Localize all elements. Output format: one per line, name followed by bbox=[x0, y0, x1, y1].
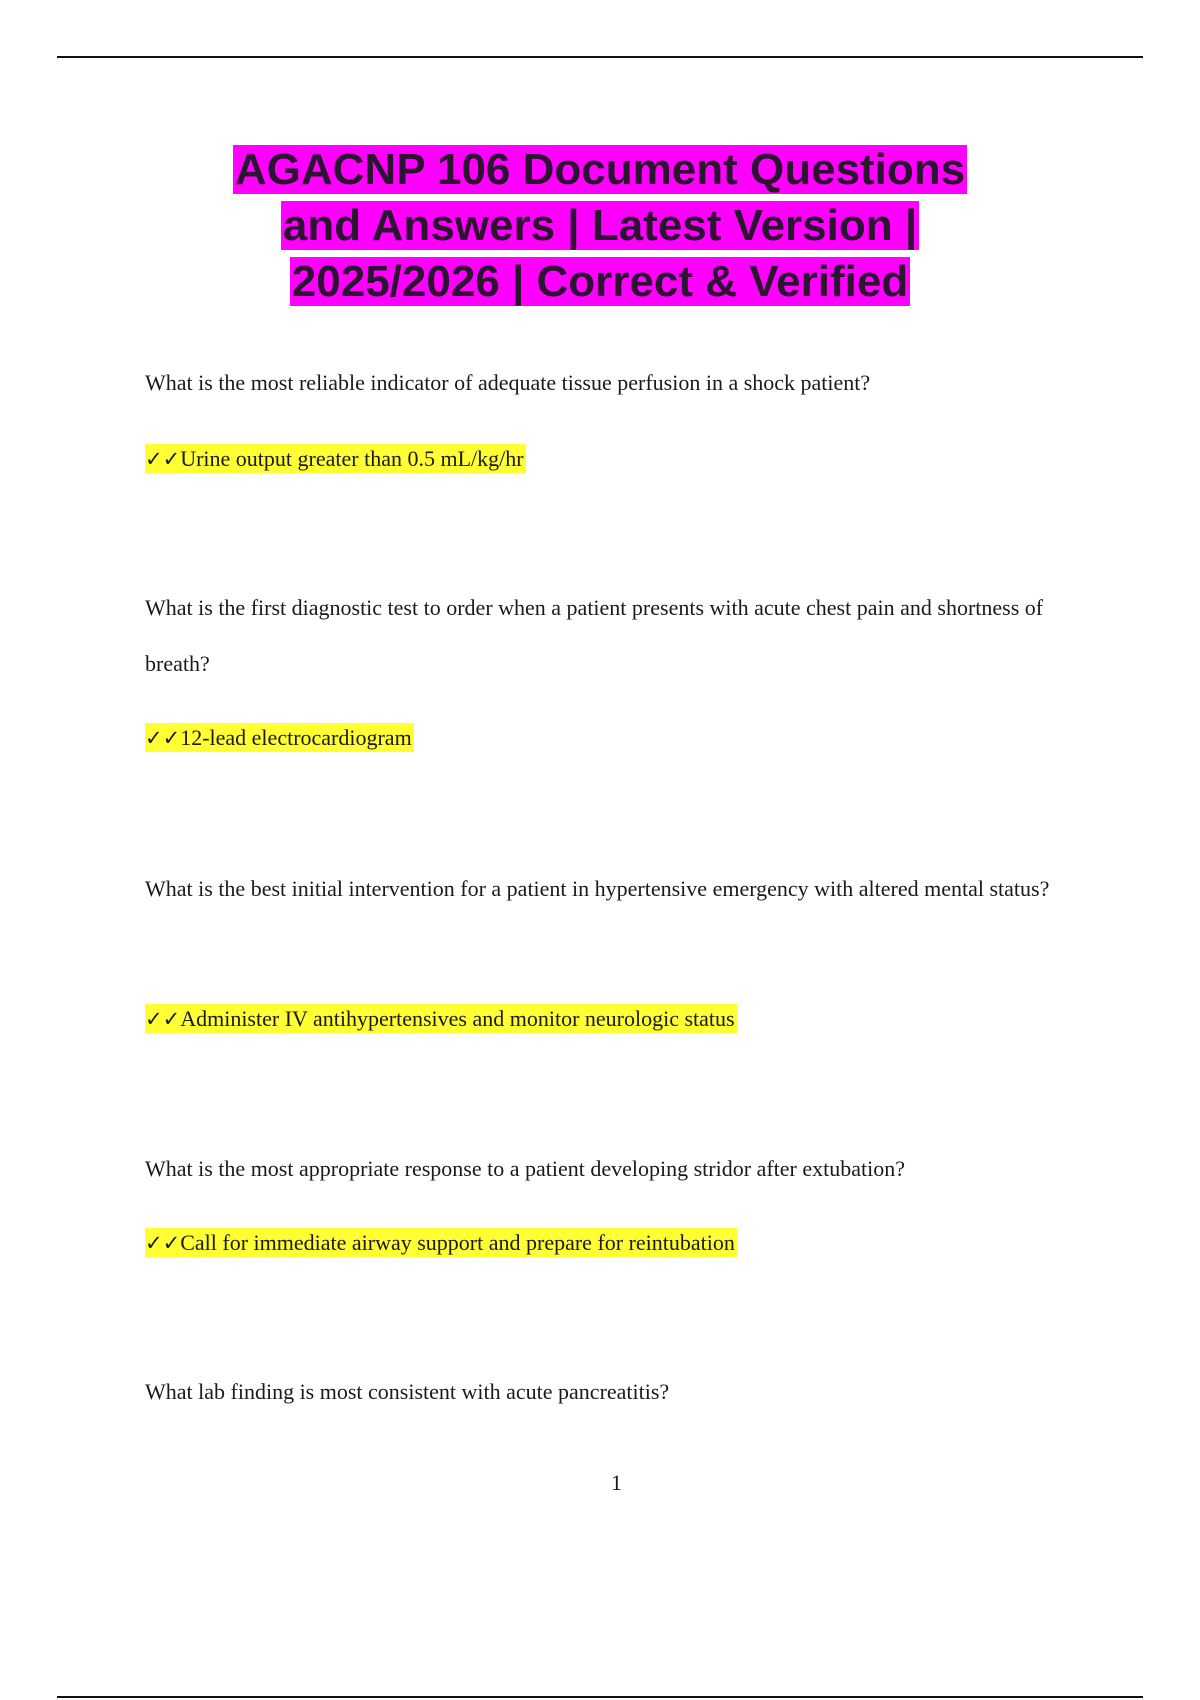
answer-4-text: Call for immediate airway support and prepare for reintubation bbox=[180, 1230, 735, 1255]
question-1: What is the most reliable indicator of adequate tissue perfusion in a shock patient? bbox=[145, 370, 871, 395]
answer-1-text: Urine output greater than 0.5 mL/kg/hr bbox=[180, 446, 524, 471]
question-4: What is the most appropriate response to a patient developing stridor after extubation? bbox=[145, 1156, 905, 1181]
bottom-rule bbox=[57, 1696, 1143, 1698]
checkmark-icon: ✓✓ bbox=[145, 726, 181, 750]
answer-1-highlight bbox=[145, 444, 526, 473]
checkmark-icon: ✓✓ bbox=[145, 1007, 181, 1031]
answer-3 bbox=[145, 1004, 737, 1034]
document-title bbox=[140, 142, 1060, 310]
answer-3-text: Administer IV antihypertensives and monitor neurologic status bbox=[180, 1006, 735, 1031]
checkmark-icon: ✓✓ bbox=[145, 1231, 181, 1255]
answer-4-highlight bbox=[145, 1228, 737, 1257]
answer-1 bbox=[145, 444, 526, 474]
title-line-1: AGACNP 106 Document Questions bbox=[234, 145, 966, 194]
answer-2-highlight bbox=[145, 723, 414, 752]
checkmark-icon: ✓✓ bbox=[145, 447, 181, 471]
title-line-2: and Answers | Latest Version | bbox=[282, 201, 918, 250]
question-3: What is the best initial intervention for a patient in hypertensive emergency with altered mental status? bbox=[145, 876, 1050, 901]
page-number: 1 bbox=[611, 1470, 622, 1495]
answer-2 bbox=[145, 723, 414, 753]
title-line-3: 2025/2026 | Correct & Verified bbox=[291, 257, 909, 306]
answer-2-text: 12-lead electrocardiogram bbox=[180, 725, 412, 750]
answer-3-highlight bbox=[145, 1004, 737, 1033]
answer-4 bbox=[145, 1228, 737, 1258]
top-rule bbox=[57, 56, 1143, 58]
question-5: What lab finding is most consistent with acute pancreatitis? bbox=[145, 1379, 670, 1404]
question-2: What is the first diagnostic test to order when a patient presents with acute chest pain and shortness of breath? bbox=[145, 595, 1044, 676]
